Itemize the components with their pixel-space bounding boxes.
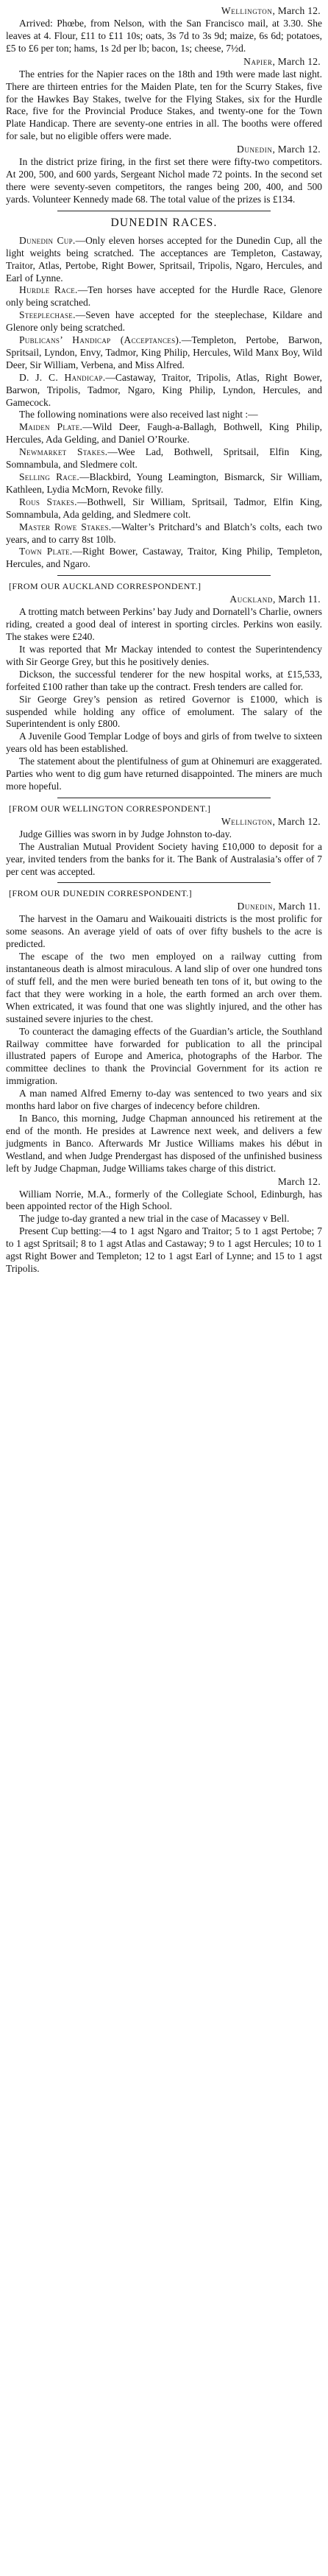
news-napier-races (6, 55, 322, 143)
race-name: Rous Stakes. (19, 496, 77, 507)
race-entry (6, 496, 322, 521)
paragraph: In the district prize firing, in the first set there were fifty-two competitors. At 200, 500, and 600 yards, Sergeant Nichol made 72 points. In the second set there were seventy-seven competitors, the ranges being 200, 400, and 500 yards. Volunteer Kennedy made 68. The total value of the prizes is £134. (6, 156, 322, 205)
race-name: Newmarket Stakes. (19, 446, 108, 458)
race-name: Dunedin Cup. (19, 234, 76, 246)
dateline-place: Dunedin (237, 144, 273, 155)
race-text: —Templeton, Pertobe, Barwon, Spritsail, Lyndon, Envy, Tadmor, King Philip, Hercules, Wild Manx Boy, Wild Deer, Sir William, Verbena, and Miss Alfred. (6, 334, 322, 370)
paragraph: To counteract the damaging effects of the Guardian’s article, the Southland Railway committee have forwarded for publication to all the principal illustrated papers of Europe and America, photographs of the Harbor. The committee declines to thank the Provincial Government for its action re immigration. (6, 1025, 322, 1087)
race-text: —Seven have accepted for the steeplechase, Kildare and Glenore only being scratched. (6, 309, 322, 334)
correspondent-label: [FROM OUR AUCKLAND CORRESPONDENT.] (9, 581, 202, 592)
dateline-date: , March 12. (272, 55, 321, 67)
auckland-correspondent-section (6, 580, 322, 793)
paragraph: The Australian Mutual Provident Society having £10,000 to deposit for a year, invited tenders from the banks for it. The Bank of Australasia’s offer of 7 per cent was accepted. (6, 840, 322, 877)
dunedin-races-section (6, 216, 322, 571)
paragraph: It was reported that Mr Mackay intended to contest the Superintendency with Sir George Grey, but this he positively denies. (6, 643, 322, 667)
news-wellington-shipping (6, 4, 322, 55)
paragraph-group (6, 1189, 322, 1275)
paragraph: A Juvenile Good Templar Lodge of boys and girls of from twelve to sixteen years old has been established. (6, 731, 322, 755)
paragraph: Sir George Grey’s pension as retired Governor is £1000, which is suspended while holding any office of emolument. The salary of the Superintendent is only £800. (6, 693, 322, 730)
race-entry (6, 409, 322, 421)
section-divider (57, 575, 271, 576)
race-entry (6, 446, 322, 471)
race-entry (6, 309, 322, 334)
dateline (6, 900, 321, 913)
races-list (6, 235, 322, 571)
race-entry (6, 334, 322, 372)
dateline-place: Dunedin (237, 901, 273, 912)
paragraph: William Norrie, M.A., formerly of the Collegiate School, Edinburgh, has been appointed rector of the High School. (6, 1188, 322, 1212)
newspaper-column (6, 0, 322, 1281)
race-entry (6, 471, 322, 496)
race-entry (6, 421, 322, 446)
dateline-date: , March 11. (272, 901, 321, 912)
race-name: Steeplechase. (19, 309, 76, 321)
race-name: Selling Race. (19, 471, 80, 482)
paragraph: Present Cup betting:—4 to 1 agst Ngaro and Traitor; 5 to 1 agst Pertobe; 7 to 1 agst Spritsail; 8 to 1 agst Atlas and Castaway; 9 to 1 agst Hercules; 10 to 1 agst Right Bower and Templeton; 12 to 1 agst Earl of Lynne; and 15 to 1 agst Tripolis. (6, 1225, 322, 1274)
dateline-date: , March 12. (272, 144, 321, 155)
dateline (6, 55, 321, 68)
dateline (6, 1175, 321, 1189)
section-divider (57, 882, 271, 883)
section-heading: DUNEDIN RACES. (110, 216, 218, 229)
race-text: The following nominations were also received last night :— (19, 409, 258, 420)
dateline-date: , March 12. (272, 815, 321, 827)
paragraph: Arrived: Phœbe, from Nelson, with the San Francisco mail, at 3.30. She leaves at 4. Flour, £11 to £11 10s; oats, 3s 7d to 3s 9d; maize, 6s 6d; potatoes, £5 to £6 per ton; hams, 1s 2d per lb; bacon, 1s; cheese, 7½d. (6, 18, 322, 54)
dunedin-correspondent-section (6, 887, 322, 1275)
race-entry (6, 235, 322, 285)
race-text: —Walter’s Pritchard’s and Blatch’s colts, each two years, and to carry 8st 10lb. (6, 521, 322, 545)
paragraph: The escape of the two men employed on a railway cutting from instantaneous death is almost miraculous. A land slip of over one hundred tons of stuff fell, and the men were buried beneath ten tons of it, but owing to the fact that they were working in a hole, the earth formed an arch over them. When extricated, it was found that one was slightly injured, and the other has sustained severe injuries to the chest. (6, 951, 322, 1024)
race-name: Town Plate. (19, 546, 73, 557)
dateline-place: Wellington (221, 5, 273, 16)
race-text: —Right Bower, Castaway, Traitor, King Philip, Templeton, Hercules, and Ngaro. (6, 546, 323, 570)
race-entry (6, 284, 322, 309)
race-text: —Wee Lad, Bothwell, Spritsail, Elfin King, Somnambula, and Sledmere colt. (6, 446, 322, 471)
paragraph: The harvest in the Oamaru and Waikouaiti districts is the most prolific for some seasons. An average yield of oats of over fifty bushels to the acre is predicted. (6, 913, 322, 950)
race-text: —Ten horses have accepted for the Hurdle Race, Glenore only being scratched. (6, 284, 322, 309)
dateline-date: , March 12. (272, 5, 321, 16)
paragraph: Judge Gillies was sworn in by Judge Johnston to-day. (19, 828, 232, 840)
dateline (6, 593, 321, 606)
paragraph: The statement about the plentifulness of gum at Ohinemuri are exaggerated. Parties who went to dig gum have returned disappointed. The miners are much more hopeful. (6, 756, 322, 792)
race-entry (6, 521, 322, 546)
dateline-place: Wellington (221, 815, 273, 827)
dateline (6, 143, 321, 156)
race-text: —Blackbird, Young Leamington, Bismarck, Sir William, Kathleen, Lydia McMorn, Revoke filly. (6, 471, 322, 495)
race-text: —Bothwell, Sir William, Spritsail, Tadmor, Elfin King, Somnambula, Ada gelding, and Sledmere colt. (6, 496, 322, 520)
race-entry (6, 546, 322, 571)
paragraph-group (6, 913, 322, 1175)
paragraph: The judge to-day granted a new trial in the case of Macassey v Bell. (19, 1213, 290, 1225)
race-name: Publicans’ Handicap (Acceptances). (19, 334, 182, 346)
paragraph-group (6, 828, 322, 879)
race-name: Maiden Plate. (19, 421, 83, 433)
paragraph: A trotting match between Perkins’ bay Judy and Dornatell’s Charlie, owners riding, created a good deal of interest in sporting circles. Perkins won easily. The stakes were £240. (6, 606, 322, 643)
paragraph: The entries for the Napier races on the 18th and 19th were made last night. There are thirteen entries for the Maiden Plate, ten for the Scurry Stakes, five for the Hawkes Bay Stakes, twelve for the Flying Stakes, six for the Hurdle Race, five for the Provincial Produce Stakes, and twenty-one for the Town Plate Handicap. There are seventy-one entries in all. The booths were offered for sale, but no eligible offers were made. (6, 68, 322, 142)
race-text: —Wild Deer, Faugh-a-Ballagh, Bothwell, King Philip, Hercules, Ada Gelding, and Daniel O’Rourke. (6, 421, 323, 446)
dateline-place: Auckland (229, 594, 273, 605)
race-name: Hurdle Race. (19, 284, 78, 296)
paragraph: A man named Alfred Emerny to-day was sentenced to two years and six months hard labor on five charges of indecency before children. (6, 1088, 322, 1112)
race-name: Master Rowe Stakes. (19, 521, 112, 532)
dateline-place: Napier (243, 55, 273, 67)
race-text: —Castaway, Traitor, Tripolis, Atlas, Right Bower, Barwon, Tripolis, Tadmor, Ngaro, King Philip, Lyndon, Hercules, and Gamecock. (6, 371, 322, 408)
race-text: —Only eleven horses accepted for the Dunedin Cup, all the light weights being scratched. The acceptances are Templeton, Castaway, Traitor, Atlas, Pertobe, Right Bower, Spritsail, Tripolis, Ngaro, Hercules, and Earl of Lynne. (6, 234, 322, 284)
paragraph-group (6, 606, 322, 793)
race-entry (6, 372, 322, 409)
news-dunedin-prize-firing (6, 143, 322, 206)
dateline-date: March 12. (277, 1175, 321, 1187)
paragraph: Dickson, the successful tenderer for the new hospital works, at £15,533, forfeited £100 rather than take up the contract. Fresh tenders are called for. (6, 668, 322, 692)
paragraph: In Banco, this morning, Judge Chapman announced his retirement at the end of the month. He presides at Lawrence next week, and delivers a few judgments in Banco. Afterwards Mr Justice Williams makes his début in Westland, and when Judge Prendergast has disposed of the unfinished business left by Judge Chapman, Judge Williams takes charge of this district. (6, 1112, 322, 1174)
wellington-correspondent-section (6, 803, 322, 879)
dateline (6, 815, 321, 828)
race-name: D. J. C. Handicap. (19, 371, 106, 383)
dateline-date: , March 11. (272, 594, 321, 605)
dateline (6, 4, 321, 18)
correspondent-label: [FROM OUR DUNEDIN CORRESPONDENT.] (9, 888, 192, 899)
correspondent-label: [FROM OUR WELLINGTON CORRESPONDENT.] (9, 803, 211, 814)
